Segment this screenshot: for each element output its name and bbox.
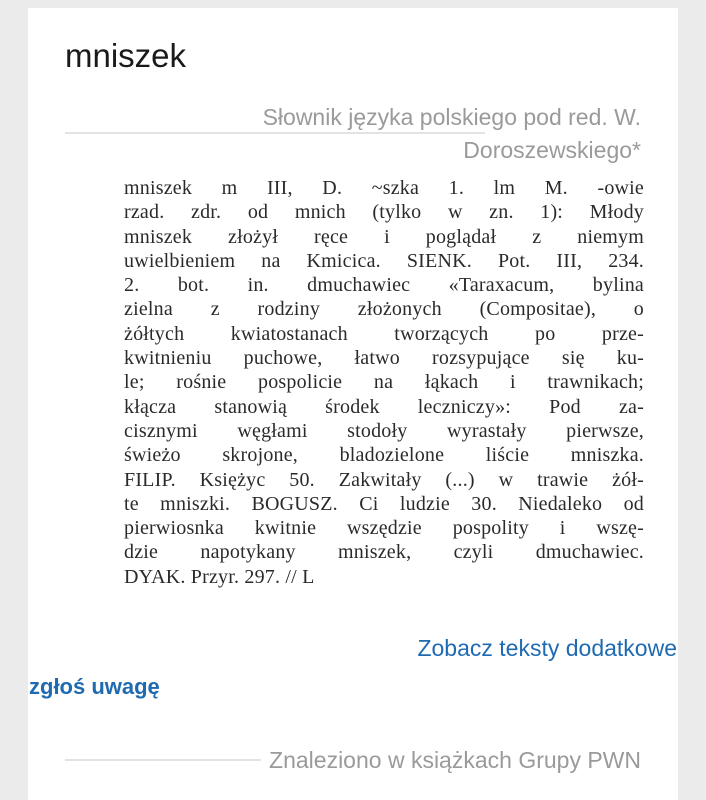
more-texts-link[interactable]: Zobacz teksty dodatkowe — [417, 635, 677, 661]
scan-line: dzie napotykany mniszek, czyli dmuchawiec. — [124, 541, 644, 564]
source-line-2: Doroszewskiego* — [463, 137, 641, 163]
source-line-1: Słownik języka polskiego pod red. W. — [262, 104, 641, 130]
scan-line: DYAK. Przyr. 297. // L — [124, 565, 315, 588]
scan-line: te mniszki. BOGUSZ. Ci ludzie 30. Niedaleko od — [124, 492, 644, 515]
scan-line: 2. bot. in. dmuchawiec «Taraxacum, bylina — [124, 274, 644, 297]
scan-line: żółtych kwiatostanach tworzących po prze- — [124, 322, 644, 345]
scan-line: świeżo skrojone, bladozielone liście mniszka. — [124, 444, 644, 467]
scan-line: FILIP. Księżyc 50. Zakwitały (...) w trawie żół- — [124, 468, 644, 491]
scan-line: le; rośnie pospolicie na łąkach i trawnikach; — [124, 371, 644, 394]
dictionary-source — [171, 101, 641, 167]
scan-line: rzad. zdr. od mnich (tylko w zn. 1): Młody — [124, 201, 644, 224]
scanned-definition — [124, 176, 644, 640]
scan-line: kwitnieniu puchowe, łatwo rozsypujące się ku- — [124, 347, 644, 370]
scan-line: zielna z rodziny złożonych (Compositae), o — [124, 298, 644, 321]
footer-note: Znaleziono w książkach Grupy PWN — [269, 747, 641, 773]
scan-line: kłącza stanowią środek leczniczy»: Pod za- — [124, 395, 644, 418]
scan-line: mniszek m III, D. ~szka 1. lm M. -owie — [124, 177, 644, 199]
scan-line: cisznymi węgłami stodoły wyrastały pierwsze, — [124, 419, 644, 442]
scan-line: pierwiosnka kwitnie wszędzie pospolity i wszę- — [124, 517, 644, 540]
entry-headword: mniszek — [65, 37, 187, 74]
report-issue-link[interactable]: zgłoś uwagę — [29, 674, 160, 699]
scan-line: mniszek złożył ręce i poglądał z niemym — [124, 225, 644, 248]
footer-divider — [65, 759, 261, 761]
scan-line: uwielbieniem na Kmicica. SIENK. Pot. III, 234. — [124, 249, 644, 272]
